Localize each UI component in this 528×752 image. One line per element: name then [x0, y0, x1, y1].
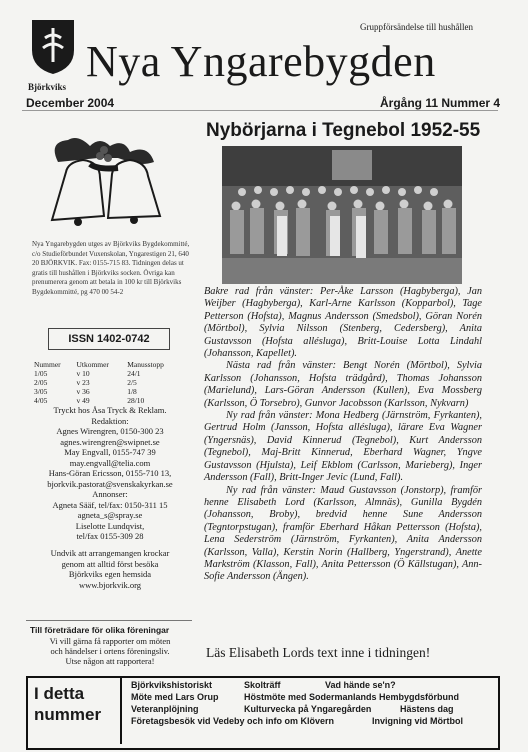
schedule-cell: 1/05 [34, 369, 48, 378]
ads-contact-line: Liselotte Lundqvist, [75, 520, 145, 531]
schedule-cell: v 23 [76, 378, 90, 387]
ads-contact-line: tel/fax 0155-309 28 [76, 531, 144, 541]
ads-email-link[interactable]: agneta_s@spray.se [77, 510, 143, 520]
schedule-row [34, 396, 184, 405]
editor-email-link[interactable]: bjorkvik.pastorat@svenskakyrkan.se [47, 478, 173, 489]
caption-paragraph: Bakre rad från vänster: Per-Åke Larsson (Hagbyberga), Jan Weijber (Hagbyberga), Karl-Arne Karlsson (Kopparbol), Tage Petterson (Hofsta), Magnus Andersson (Smedsbol), Göran Norén (Mörtbol), Sylvia Nilsson (Stenberg, Cedersberg), Anita Gustavsson (Hofsta allésluga), Britt-Louise Lotta Lindahl (Johansson, Kapellet). [204, 286, 482, 360]
toc-label [34, 683, 101, 725]
org-name: Björkviks [28, 82, 67, 92]
ads-heading: Annonser: [92, 489, 128, 499]
photo-caption [204, 286, 482, 584]
schedule-cell: v 49 [76, 396, 90, 405]
assoc-line: och händelser i ortens föreningsliv. [50, 646, 170, 656]
tip-line: genom att alltid först besöka [61, 558, 159, 569]
schedule-cell: 2/05 [34, 378, 48, 387]
toc-item: Hästens dag [400, 704, 454, 714]
tip-line: Björkviks egen hemsida [68, 569, 152, 579]
editorial-heading: Redaktion: [91, 415, 129, 426]
toc-item: Björkvikshistoriskt [131, 680, 213, 690]
caption-paragraph: Ny rad från vänster: Maud Gustavsson (Jonstorp), framför henne Elisabeth Lord (Karlsson, Almnäs), Gunilla Bygdén (Johansson, Broby), bredvid henne Sune Andersson (Tegntorpstugan), framför Eberhard Håkan Pettersson (Hofsta), Lena Sederström (Järnström, Fyrkanten), Anita Andersson (Karlsson, Valla), Kerstin Norin (Hallberg, Yngerstrand), Anette Markström (Klasson, Fall), Anita Pettersson (Ö Källstugan), Ann-Sofie Andersson (Ängen). [204, 484, 482, 583]
schedule-cell: v 36 [76, 387, 90, 396]
toc-item: Företagsbesök vid Vedeby och info om Klövern [131, 716, 335, 726]
schedule-cell: 3/05 [34, 387, 48, 396]
schedule-row [34, 378, 184, 387]
schedule-cell: v 10 [76, 369, 90, 378]
website-link[interactable]: www.bjorkvik.org [78, 579, 142, 590]
assoc-line: Vi vill gärna få rapporter om möten [49, 636, 171, 646]
toc-label-line: I detta [34, 684, 85, 703]
read-more-note: Läs Elisabeth Lords text inne i tidningen! [206, 645, 431, 660]
toc-item: Möte med Lars Orup [131, 692, 219, 702]
issn-box: ISSN 1402-0742 [48, 328, 170, 350]
article-headline: Nybörjarna i Tegnebol 1952-55 [206, 120, 481, 141]
schedule-row [34, 387, 184, 396]
bjorkvik-crest-logo [30, 18, 76, 76]
toc-item: Skolträff [244, 680, 281, 690]
schedule-cell: 24/1 [127, 369, 141, 378]
associations-title: Till företrädare för olika föreningar [30, 625, 170, 635]
christmas-bells-illustration [38, 132, 174, 230]
publication-schedule [34, 360, 184, 405]
assoc-line: Utse någon att rapportera! [65, 656, 155, 666]
editor-line: Agnes Wirengren, 0150-300 23 [56, 426, 164, 436]
toc-item: Vad hände se'n? [325, 680, 396, 690]
editor-email-link[interactable]: agnes.wirengren@swipnet.se [60, 436, 160, 447]
toc-label-line: nummer [34, 705, 102, 724]
toc-item: Invigning vid Mörtbol [372, 716, 463, 726]
schedule-row [34, 369, 184, 378]
volume-number: Årgång 11 Nummer 4 [380, 96, 501, 110]
website-tip [26, 548, 194, 590]
toc-item: Kulturvecka på Yngaregården [244, 704, 372, 714]
printer-line: Tryckt hos Åsa Tryck & Reklam. [53, 405, 167, 415]
schedule-cell: 28/10 [127, 396, 145, 405]
editor-line: Hans-Göran Ericsson, 0155-710 13, [48, 468, 172, 478]
schedule-header: Utkommer [76, 360, 109, 369]
editor-line: May Engvall, 0155-747 39 [64, 447, 156, 457]
issue-date: December 2004 [26, 96, 115, 110]
schedule-cell: 1/8 [127, 387, 137, 396]
masthead-title: Nya Yngarebygden [86, 37, 436, 86]
caption-paragraph: Ny rad från vänster: Mona Hedberg (Järnström, Fyrkanten), Gertrud Holm (Jansson, Hofsta allésluga), lärare Eva Wagner (Yngersnäs), David Kinnerud (Tegnebol), Kurt Andersson (Tegnebol), Maj-Britt Kinnerud, Eberhard Wagner, Yngve Gustavsson (Hjulsta), Leif Ekblom (Carlsson, Marieberg), Inger Andersson (Fall), Britt-Inger Jevic (Lund, Fall). [204, 410, 482, 484]
editorial-contacts [26, 405, 194, 542]
caption-paragraph: Nästa rad från vänster: Bengt Norén (Mörtbol), Sylvia Karlsson (Johansson, Hofsta trädgård), Thomas Johansson (Marielund), Lars-Göran Andersson (Kullen), Eva Mossberg (Karlsson, Ö Torsebro), Gunvor Jacobsson (Karlsson, Nykvarn) [204, 360, 482, 409]
tip-line: Undvik att arrangemangen krockar [50, 548, 170, 558]
ads-contact-line: Agneta Sääf, tel/fax: 0150-311 15 [52, 499, 168, 510]
toc-item: Höstmöte med Sodermanlands Hembygdsförbund [244, 692, 460, 702]
editor-email-link[interactable]: may.engvall@telia.com [69, 457, 151, 468]
schedule-header: Nummer [34, 360, 61, 369]
associations-text [30, 636, 190, 666]
schedule-cell: 4/05 [34, 396, 48, 405]
class-reunion-photo [222, 146, 462, 284]
schedule-header: Manusstopp [127, 360, 164, 369]
toc-item: Veteranplöjning [131, 704, 199, 714]
publisher-info: Nya Yngarebygden utges av Björkviks Bygdekommitté, c/o Studieförbundet Vuxenskolan, Yngarestigen 21, 640 20 BJÖRKVIK. Fax: 0155-715 83. Tidningen delas ut gratis till hushållen i Björkviks socken. Övriga kan prenumerera genom att betala in 100 kr till Björkviks Bygdekommitté, pg 470 00 54-2 [32, 240, 190, 296]
schedule-header-row [34, 360, 184, 369]
schedule-cell: 2/5 [127, 378, 137, 387]
distribution-note: Gruppförsändelse till hushållen [360, 22, 473, 32]
